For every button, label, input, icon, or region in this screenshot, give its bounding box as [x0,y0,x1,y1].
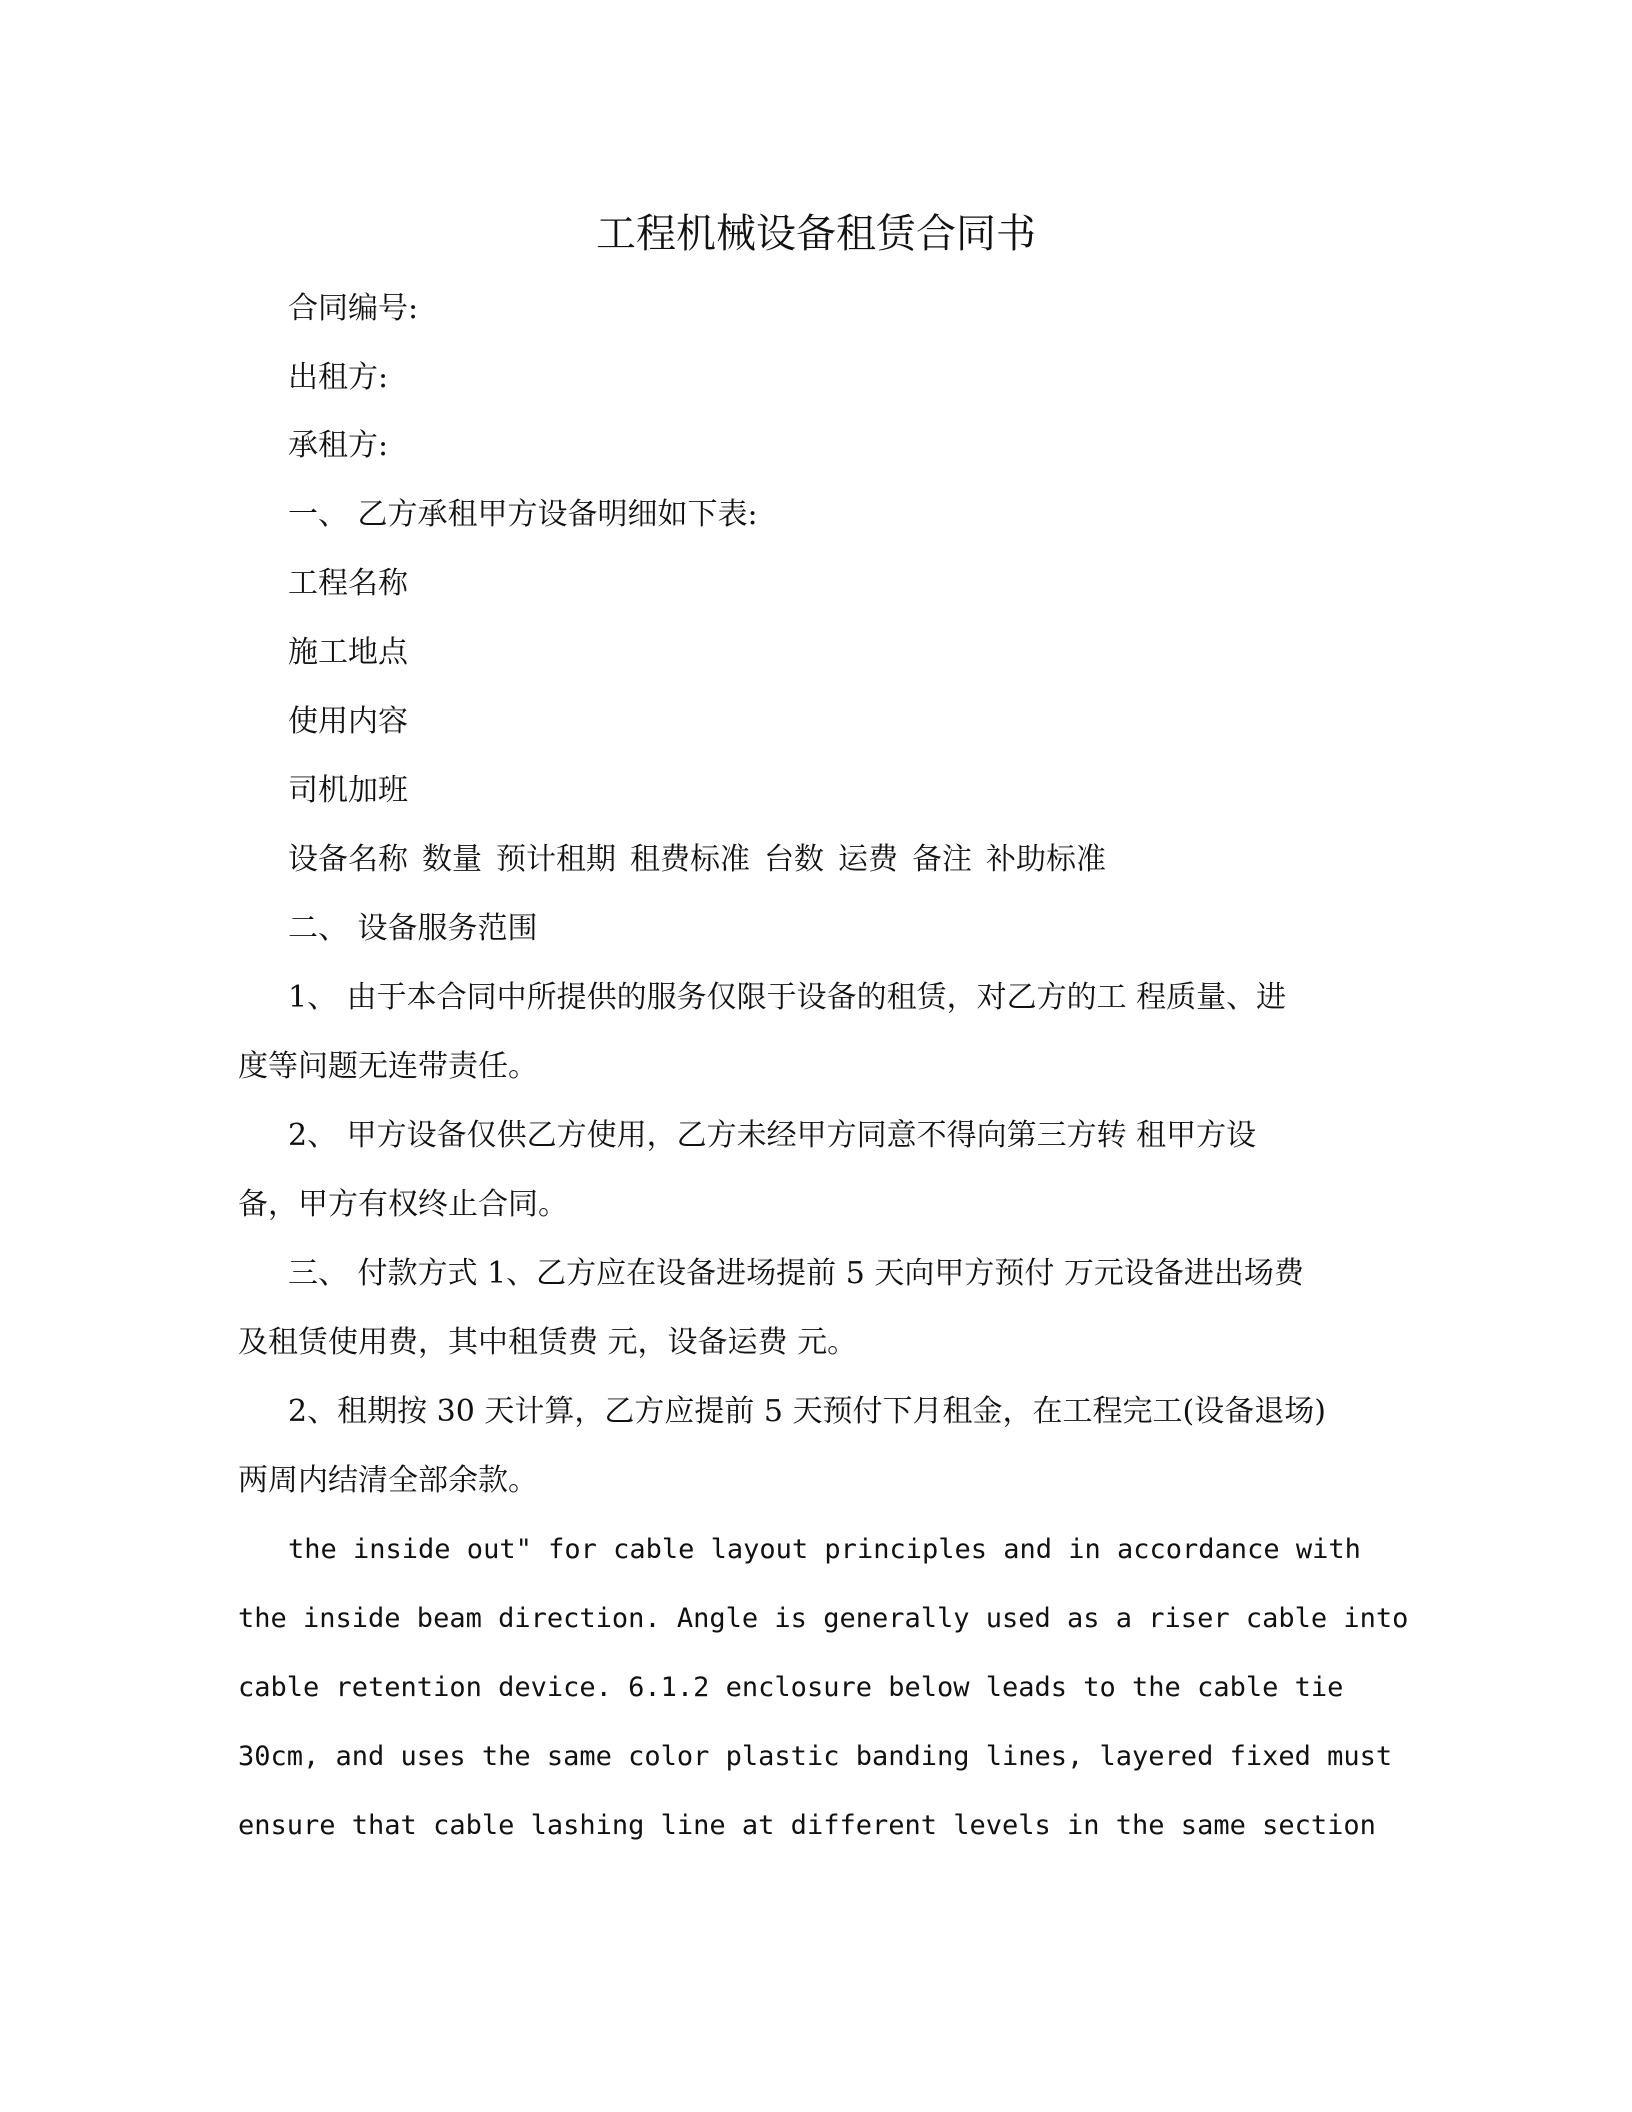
section-3-line-1: 三、 付款方式 1、乙方应在设备进场提前 5 天向甲方预付 万元设备进出场费 [288,1256,1304,1291]
table-header-cell: 预计租期 [496,842,616,877]
table-header-cell: 设备名称 [288,842,408,877]
lessee-label: 承租方: [288,428,389,463]
section-2-heading: 二、 设备服务范围 [288,911,538,946]
construction-site-label: 施工地点 [288,635,408,670]
table-header-cell: 运费 [838,842,898,877]
equipment-table-header [288,835,1120,885]
table-header-cell: 台数 [764,842,824,877]
table-header-cell: 租费标准 [630,842,750,877]
english-text-line-1: the inside out" for cable layout principles and in accordance with [288,1534,1361,1565]
table-header-cell: 备注 [912,842,972,877]
table-header-cell: 数量 [422,842,482,877]
section-1-heading: 一、 乙方承租甲方设备明细如下表: [288,497,758,532]
contract-number-label: 合同编号: [288,291,419,326]
section-3-line-2: 及租赁使用费，其中租赁费 元，设备运费 元。 [238,1325,858,1360]
document-title: 工程机械设备租赁合同书 [596,211,1036,257]
english-text-line-3: cable retention device. 6.1.2 enclosure below leads to the cable tie [238,1672,1344,1703]
english-text-line-5: ensure that cable lashing line at different levels in the same section [238,1810,1376,1841]
section-2-item-1-line-1: 1、 由于本合同中所提供的服务仅限于设备的租赁，对乙方的工 程质量、进 [288,980,1287,1015]
usage-content-label: 使用内容 [288,704,408,739]
table-header-cell: 补助标准 [986,842,1106,877]
section-2-item-2-line-2: 备，甲方有权终止合同。 [238,1187,568,1222]
section-3-line-3: 2、租期按 30 天计算，乙方应提前 5 天预付下月租金，在工程完工(设备退场) [288,1394,1326,1429]
section-3-line-4: 两周内结清全部余款。 [238,1463,538,1498]
driver-overtime-label: 司机加班 [288,773,408,808]
section-2-item-2-line-1: 2、 甲方设备仅供乙方使用，乙方未经甲方同意不得向第三方转 租甲方设 [288,1118,1257,1153]
project-name-label: 工程名称 [288,566,408,601]
english-text-line-2: the inside beam direction. Angle is generally used as a riser cable into [238,1603,1409,1634]
section-2-item-1-line-2: 度等问题无连带责任。 [238,1049,538,1084]
lessor-label: 出租方: [288,360,389,395]
english-text-line-4: 30cm, and uses the same color plastic banding lines, layered fixed must [238,1741,1393,1772]
